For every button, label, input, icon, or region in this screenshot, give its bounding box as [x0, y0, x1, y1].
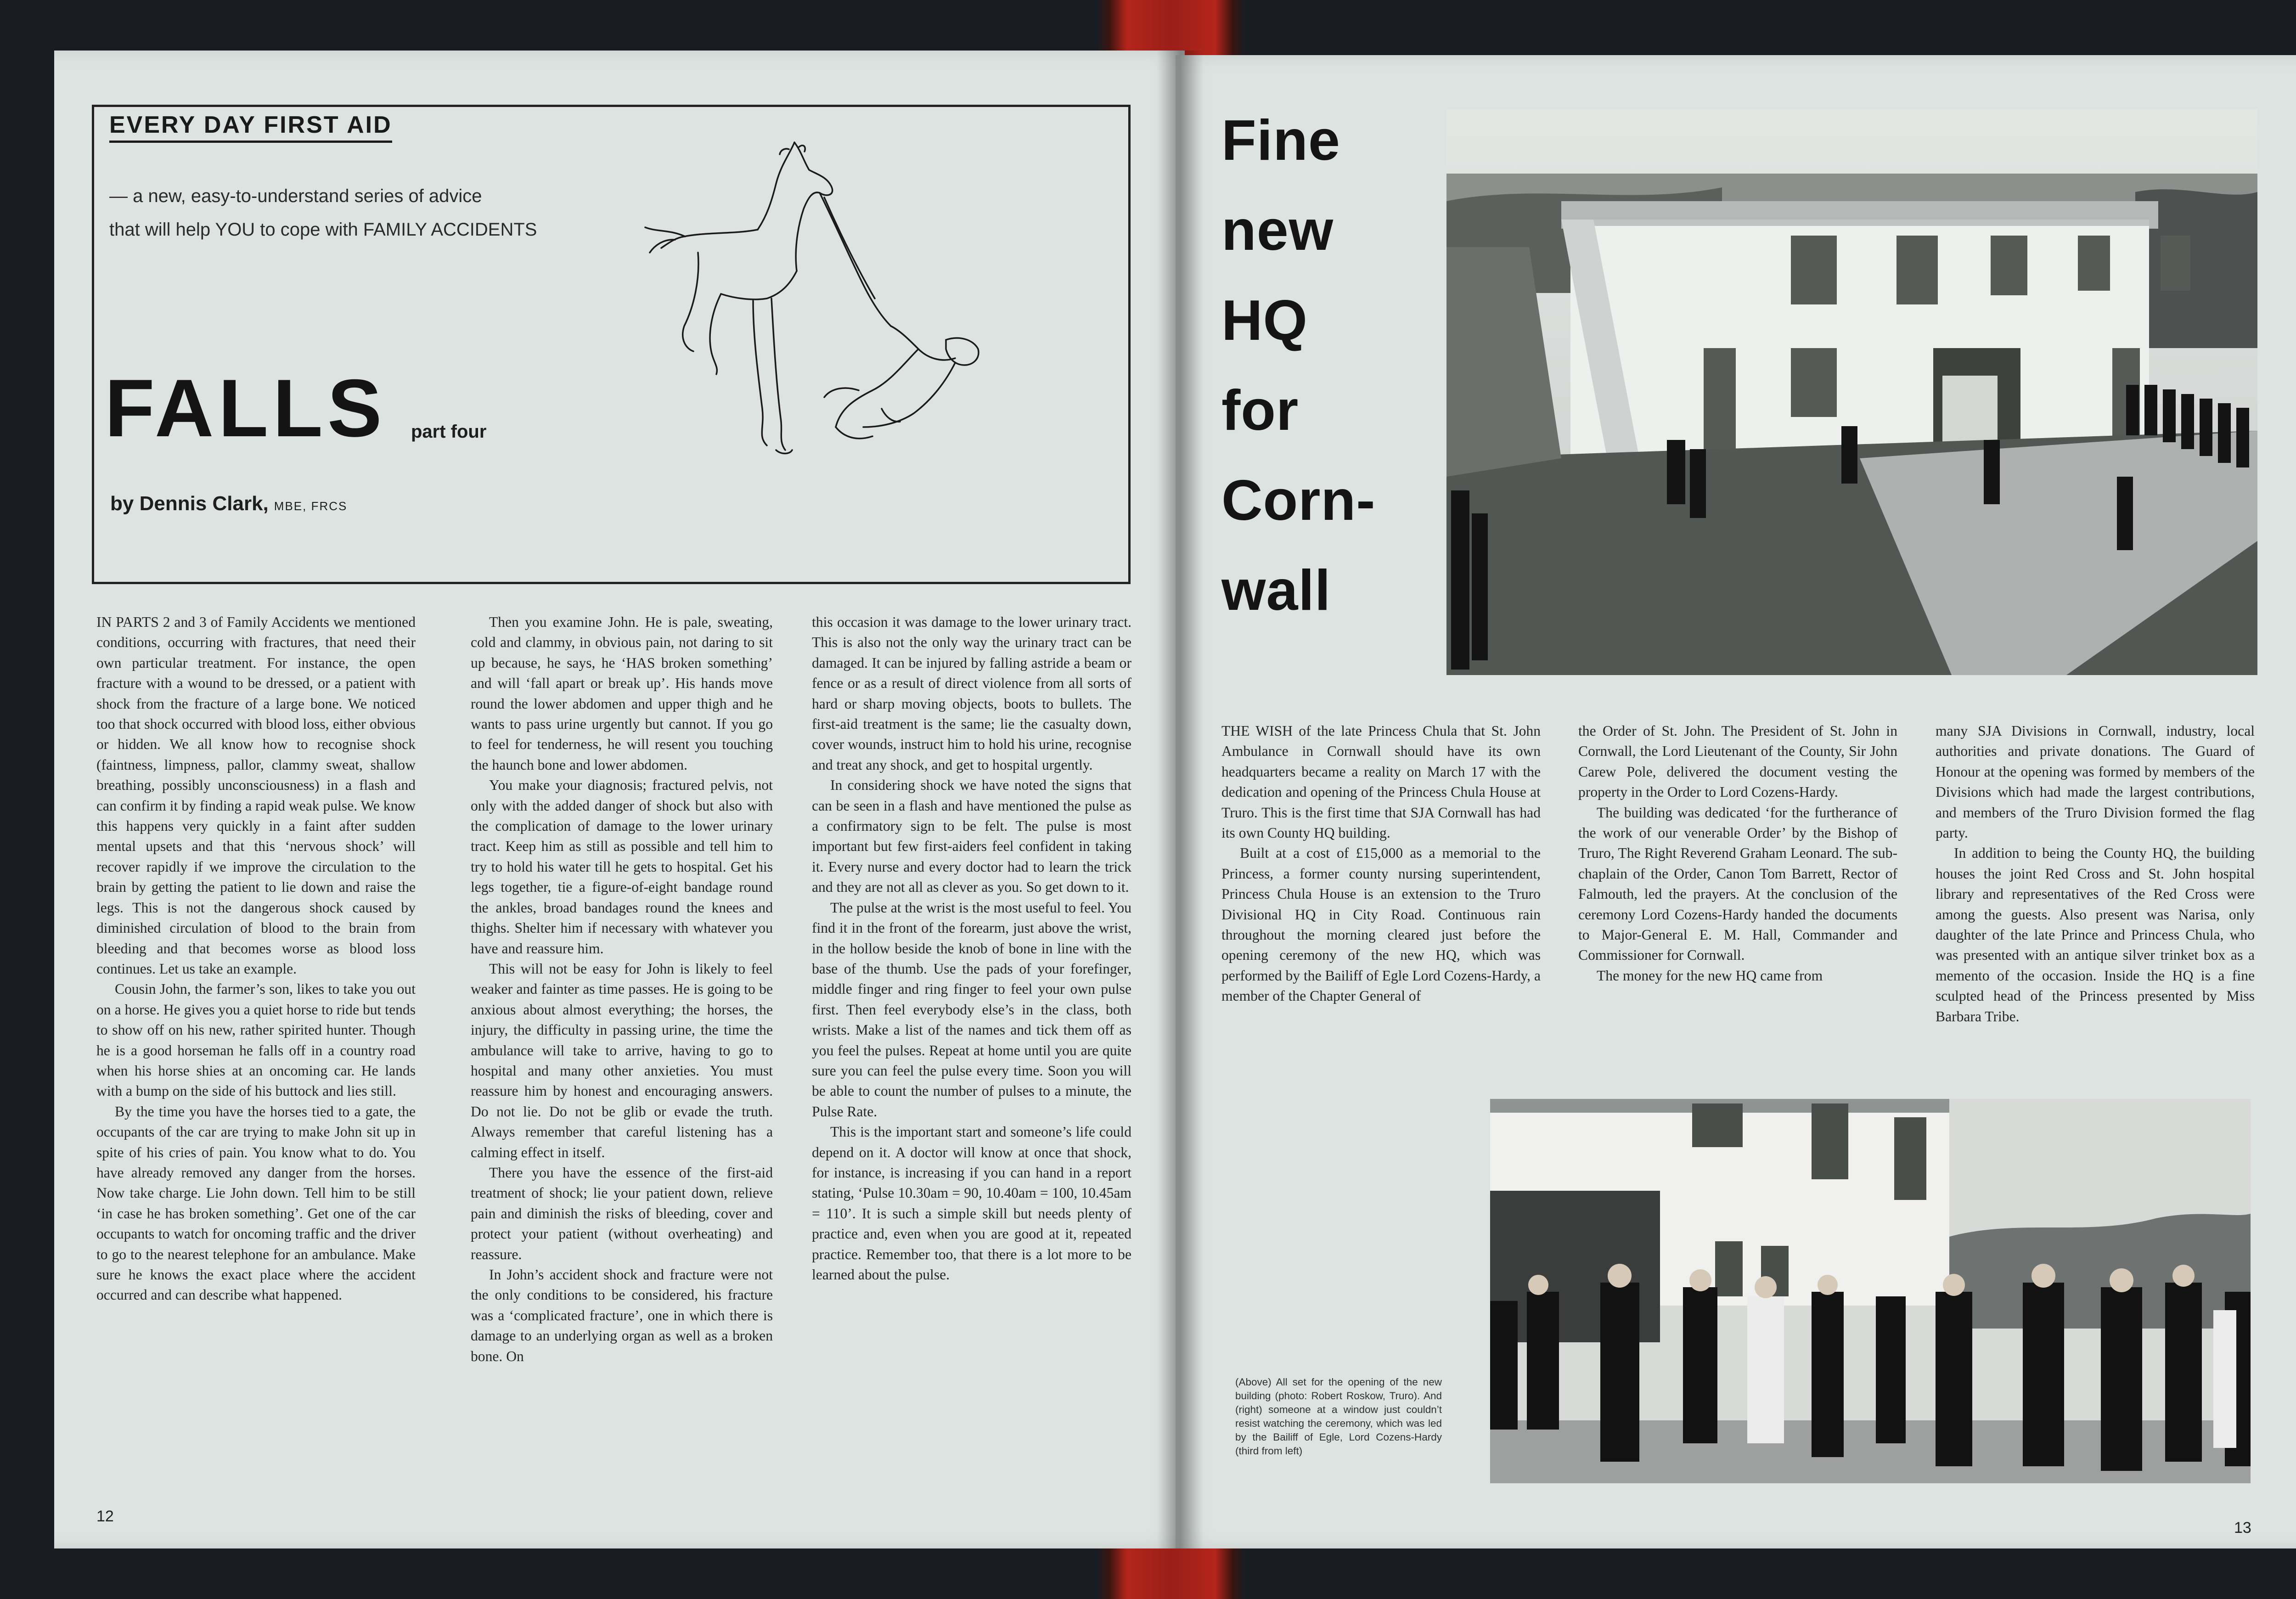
- photo-hq-building: [1446, 109, 2257, 675]
- page-number-left: 12: [96, 1508, 114, 1525]
- article-column-1: [96, 612, 416, 1306]
- headline-line: HQ: [1221, 289, 1308, 352]
- headline-line: new: [1221, 199, 1334, 262]
- paragraph: IN PARTS 2 and 3 of Family Accidents we mentioned conditions, occurring with fractures, that need their own particular treatment. For instance, the open fracture with a wound to be dressed, or a patient with shock from the fracture of a large bone. We noticed too that shock occurred with blood loss, either obvious or hidden. We all know how to recognise shock (faintness, limpness, pallor, clammy sweat, shallow breathing, possibly unconsciousness) in a flash and can confirm it by finding a rapid weak pulse. We know this happens very quickly in a faint after sudden mental upsets and that this ‘nervous shock’ will recover rapidly if we improve the circulation to the brain by getting the patient to lie down and raise the legs. This is not the dangerous shock caused by diminished circulation of blood to the brain from bleeding and that becomes worse as blood loss continues. Let us take an example.: [96, 614, 416, 977]
- photo-caption: (Above) All set for the opening of the new building (photo: Robert Roskow, Truro). And (right) someone at a window just couldn’t resist watching the ceremony, which was led by the Bailiff of Egle, Lord Cozens-Hardy (third from left): [1235, 1376, 1442, 1457]
- paragraph: this occasion it was damage to the lower urinary tract. This is also not the only way the urinary tract can be damaged. It can be injured by falling astride a beam or fence or as a result of direct violence from all sorts of hard or sharp moving objects, boots to bullets. The first-aid treatment is the same; lie the casualty down, cover wounds, instruct him to hold his urine, recognise and treat any shock, and get to hospital urgently.: [812, 614, 1131, 773]
- hq-article-column-1: [1221, 721, 1541, 1007]
- article-column-2: [471, 612, 773, 1367]
- author-credentials: MBE, FRCS: [274, 499, 348, 513]
- part-label: part four: [411, 422, 487, 442]
- paragraph: the Order of St. John. The President of St. John in Cornwall, the Lord Lieutenant of the County, Sir John Carew Pole, delivered the document vesting the property in the Order to Lord Cozens-Hardy.: [1578, 723, 1897, 800]
- series-title: EVERY DAY FIRST AID: [109, 111, 392, 143]
- paragraph: The pulse at the wrist is the most useful to feel. You find it in the front of the forearm, just above the wrist, in the hollow beside the knob of bone in line with the base of the thumb. Use the pads of your forefinger, middle finger and ring finger to feel your own pulse first. Then feel everybody else’s in the class, both wrists. Make a list of the names and tick them off as you feel the pulses. Repeat at home until you are quite sure you can feel the pulse every time. Soon you will be able to count the number of pulses to a minute, the Pulse Rate.: [812, 899, 1131, 1120]
- page-number-right: 13: [2234, 1519, 2251, 1537]
- paragraph: In addition to being the County HQ, the building houses the joint Red Cross and St. John hospital library and representatives of the Red Cross were among the guests. Also present was Narisa, only daughter of the late Prince and Princess Chula, who was presented with an antique silver trinket box as a memento of the occasion. Inside the HQ is a fine sculpted head of the Princess presented by Miss Barbara Tribe.: [1936, 845, 2255, 1025]
- article-headline: [1221, 96, 1460, 636]
- hq-article-column-3: [1936, 721, 2255, 1027]
- gutter: [1157, 51, 1203, 1548]
- paragraph: Built at a cost of £15,000 as a memorial to the Princess, a former county nursing superintendent, Princess Chula House is an extension to the Truro Divisional HQ in City Road. Continuous rain throughout the morning cleared just before the opening ceremony of the new HQ, which was performed by the Bailiff of Egle Lord Cozens-Hardy, a member of the Chapter General of: [1221, 845, 1541, 1004]
- headline-line: Corn-: [1221, 469, 1376, 532]
- series-subtitle-line-2: that will help YOU to cope with FAMILY ACCIDENTS: [109, 220, 537, 240]
- paragraph: In considering shock we have noted the signs that can be seen in a flash and have mentioned the pulse as a confirmatory sign to be felt. The pulse is most important but few first-aiders feel confident in taking it. Every nurse and every doctor had to learn the trick and they are not all as clever as you. So get down to it.: [812, 777, 1131, 895]
- author-name: by Dennis Clark,: [110, 492, 269, 515]
- paragraph: In John’s accident shock and fracture were not the only conditions to be considered, his fracture was a ‘complicated fracture’, one in which there is damage to an underlying organ as well as a broken bone. On: [471, 1267, 773, 1364]
- hq-article-column-2: [1578, 721, 1897, 986]
- photo-ceremony-procession: [1490, 1099, 2251, 1483]
- article-title: FALLS: [105, 362, 387, 454]
- headline-line: wall: [1221, 559, 1331, 622]
- paragraph: The building was dedicated ‘for the furtherance of the work of our venerable Order’ by the Bishop of Truro, The Right Reverend Graham Leonard. The sub-chaplain of the Order, Canon Tom Barrett, Rector of Falmouth, led the prayers. At the conclusion of the ceremony Lord Cozens-Hardy handed the documents to Major-General E. M. Hall, Commander and Commissioner for Cornwall.: [1578, 804, 1897, 963]
- article-column-3: [812, 612, 1131, 1285]
- headline-line: for: [1221, 379, 1299, 442]
- horse-and-rider-illustration: [643, 133, 1084, 546]
- paragraph: Cousin John, the farmer’s son, likes to take you out on a horse. He gives you a quiet horse to ride but tends to show off on his new, rather spirited hunter. Though he is a good horseman he falls off in a country road when his horse shies at an oncoming car. He lands with a bump on the side of his buttock and lies still.: [96, 981, 416, 1099]
- paragraph: THE WISH of the late Princess Chula that St. John Ambulance in Cornwall should have its own headquarters became a reality on March 17 with the dedication and opening of the Princess Chula House at Truro. This is the first time that SJA Cornwall has had its own County HQ building.: [1221, 723, 1541, 841]
- paragraph: This is the important start and someone’s life could depend on it. A doctor will know at once that shock, for instance, is increasing if you can hand in a report stating, ‘Pulse 10.30am = 90, 10.40am = 100, 10.45am = 110’. It is such a simple skill but needs plenty of practice and, even when you are good at it, repeated practice. Remember too, that there is a lot more to be learned about the pulse.: [812, 1124, 1131, 1283]
- byline: [110, 492, 347, 515]
- paragraph: You make your diagnosis; fractured pelvis, not only with the added danger of shock but also with the complication of damage to the lower urinary tract. Keep him as still as possible and tell him to try to hold his water till he gets to hospital. Get his legs together, tie a figure-of-eight bandage round the ankles, broad bandages round the knees and thighs. Shelter him if necessary with whatever you have and reassure him.: [471, 777, 773, 957]
- paragraph: There you have the essence of the first-aid treatment of shock; lie your patient down, relieve pain and diminish the risks of bleeding, cover and protect your patient (without overheating) and reassure.: [471, 1164, 773, 1262]
- paragraph: Then you examine John. He is pale, sweating, cold and clammy, in obvious pain, not daring to sit up because, he says, he ‘HAS broken something’ and will ‘fall apart or break up’. His hands move round the lower abdomen and upper thigh and he wants to pass urine urgently but cannot. If you go to feel for tenderness, he will resent you touching the haunch bone and lower abdomen.: [471, 614, 773, 773]
- series-subtitle-line-1: — a new, easy-to-understand series of advice: [109, 186, 482, 206]
- paragraph: The money for the new HQ came from: [1597, 967, 1823, 984]
- paragraph: This will not be easy for John is likely to feel weaker and fainter as time passes. He is going to be anxious about almost everything; the horses, the injury, the difficulty in passing urine, the time the ambulance will take to arrive, having to go to hospital and many other anxieties. You must reassure him by honest and encouraging answers. Do not lie. Do not be glib or evade the truth. Always remember that careful listening has a calming effect in itself.: [471, 960, 773, 1160]
- paragraph: many SJA Divisions in Cornwall, industry, local authorities and private donations. The Guard of Honour at the opening was formed by members of the Divisions which had made the largest contributions, and members of the Truro Division formed the flag party.: [1936, 723, 2255, 841]
- headline-line: Fine: [1221, 109, 1340, 172]
- paragraph: By the time you have the horses tied to a gate, the occupants of the car are trying to make John sit up in spite of his cries of pain. You know what to do. You have already removed any danger from the horses. Now take charge. Lie John down. Tell him to be still ‘in case he has broken something’. Get one of the car occupants to watch for oncoming traffic and the driver to go to the nearest telephone for an ambulance. Make sure he knows the exact place where the accident occurred and can describe what happened.: [96, 1103, 416, 1303]
